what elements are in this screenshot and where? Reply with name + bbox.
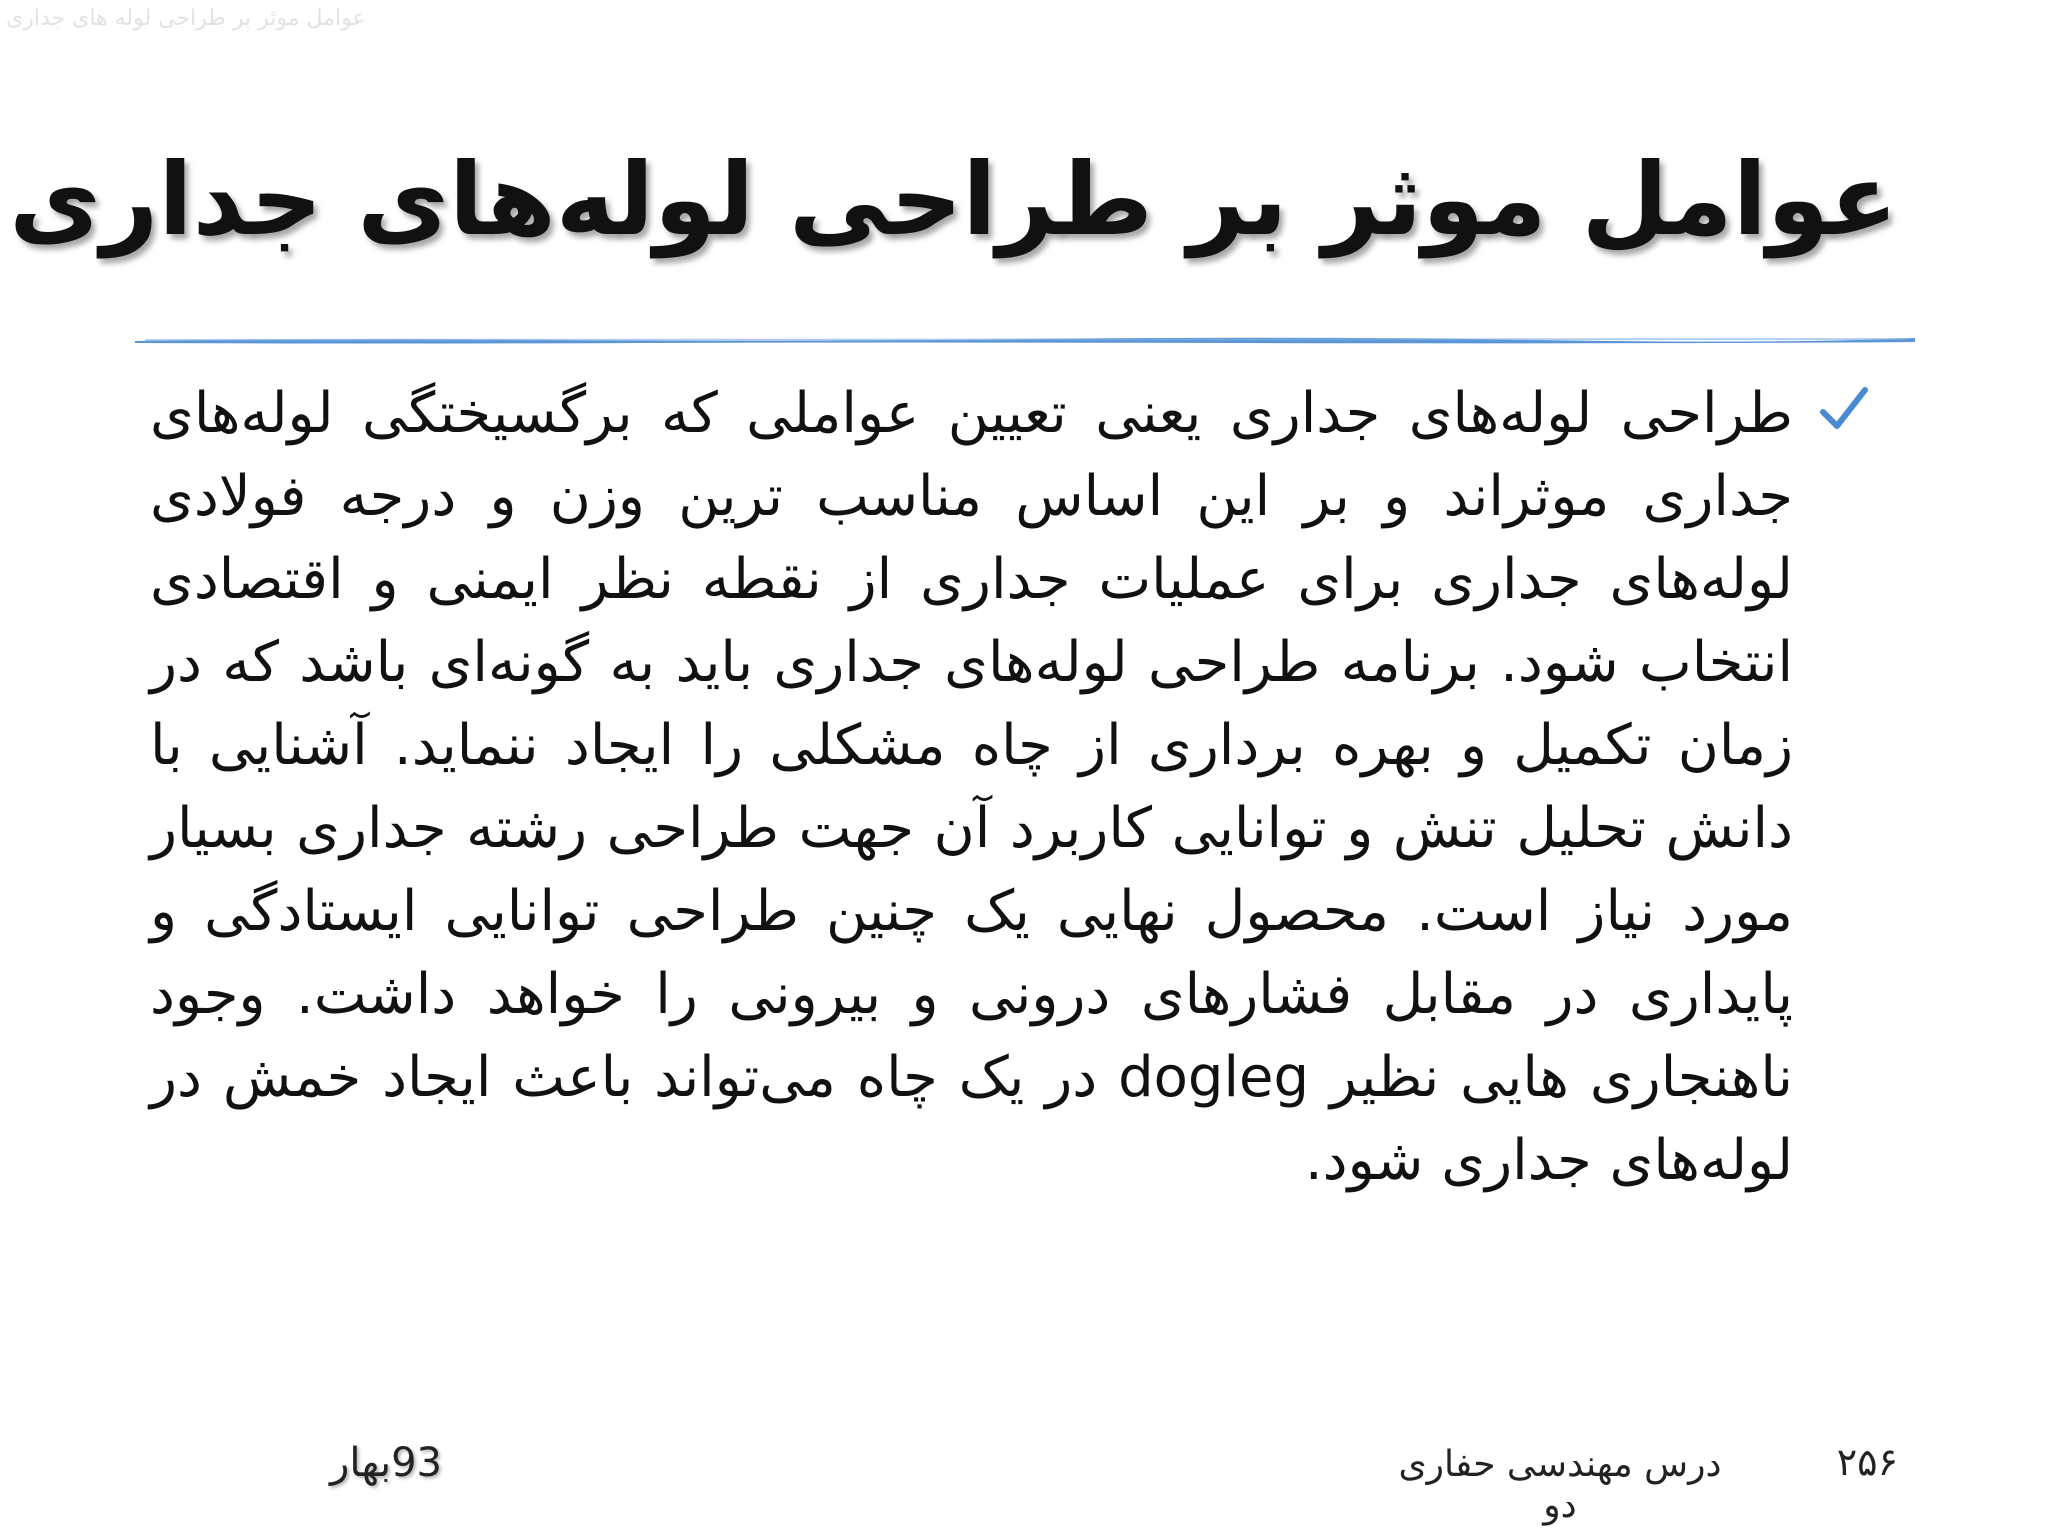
page-number: ۲۵۶ — [1836, 1440, 1898, 1484]
paragraph-text-start: طراحی لوله‌های جداری یعنی تعیین عواملی که برگسیختگی لوله‌های جداری موثراند و بر این اساس مناسب ترین وزن و درجه فولادی لوله‌های جداری برای عملیات جداری از نقطه نظر ایمنی و اقتصادی انتخاب شود. برنامه طراحی لوله‌های جداری باید به گونه‌ای باشد که در زمان تکمیل و بهره برداری از چاه مشکلی را ایجاد ننماید. آشنایی با دانش تحلیل تنش و توانایی کاربرد آن جهت طراحی رشته جداری بسیار مورد نیاز است. محصول نهایی یک چنین طراحی توانایی ایستادگی و پایداری در مقابل فشارهای درونی و بیرونی را خواهد داشت. وجود ناهنجاری هایی نظیر — [150, 381, 1793, 1110]
title-divider — [135, 335, 1915, 345]
slide-watermark: عوامل موثر بر طراحی لوله های جداری — [6, 6, 366, 31]
slide-title: عوامل موثر بر طراحی لوله‌های جداری — [9, 141, 1898, 258]
checkmark-icon — [1813, 382, 1873, 442]
paragraph-text-end: در یک چاه می‌تواند باعث ایجاد خمش در لوله‌های جداری شود. — [150, 1045, 1793, 1193]
bullet-paragraph — [150, 372, 1865, 1202]
content-block — [150, 372, 1865, 1202]
course-name: درس مهندسی حفاری دو — [1398, 1444, 1722, 1526]
term-label: 93بهار — [330, 1440, 442, 1486]
paragraph-latin-term: dogleg — [1118, 1045, 1310, 1110]
